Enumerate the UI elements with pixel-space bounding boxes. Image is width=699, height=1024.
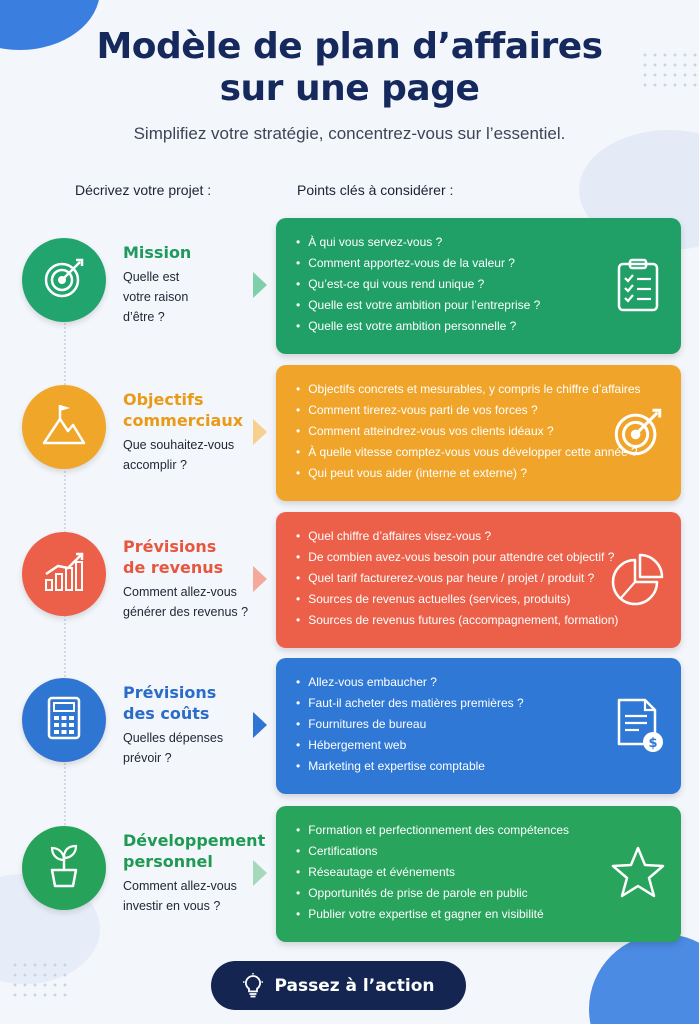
- key-point: • Formation et perfectionnement des compétences: [296, 820, 616, 841]
- section-title: [123, 830, 266, 872]
- section-icon-circle: [22, 385, 106, 469]
- section-row: [0, 365, 699, 501]
- section-description-line: prévoir ?: [123, 751, 172, 765]
- key-point: • Comment atteindrez-vous vos clients idéaux ?: [296, 421, 616, 442]
- section-arrow: [253, 860, 267, 886]
- section-card: [276, 658, 681, 794]
- svg-text:$: $: [648, 736, 658, 751]
- target-icon: [40, 254, 88, 307]
- key-point: • Objectifs concrets et mesurables, y compris le chiffre d’affaires: [296, 379, 616, 400]
- cta-button[interactable]: [211, 961, 466, 1010]
- section-title-line: Objectifs: [123, 390, 204, 409]
- section-description: [123, 728, 258, 768]
- section-card: [276, 218, 681, 354]
- section-description-line: Quelles dépenses: [123, 731, 224, 745]
- title-line-2: sur une page: [219, 68, 480, 109]
- section-description-line: Comment allez-vous: [123, 879, 237, 893]
- page-subtitle: Simplifiez votre stratégie, concentrez-vous sur l’essentiel.: [133, 124, 566, 143]
- section-row: [0, 658, 699, 794]
- section-arrow: [253, 712, 267, 738]
- section-arrow: [253, 566, 267, 592]
- section-description-line: Comment allez-vous: [123, 585, 237, 599]
- decor-blob-bottom-right: [589, 934, 699, 1024]
- invoice-icon: [609, 696, 667, 754]
- section-icon-circle: [22, 238, 106, 322]
- section-icon-circle: [22, 826, 106, 910]
- section-title-line: Prévisions: [123, 537, 217, 556]
- key-point: • Quel chiffre d’affaires visez-vous ?: [296, 526, 616, 547]
- section-arrow: [253, 419, 267, 445]
- section-description: [123, 876, 258, 916]
- key-points-list: [296, 820, 616, 925]
- section-description-line: d’être ?: [123, 310, 165, 324]
- checklist-icon: [609, 256, 667, 314]
- section-row: [0, 218, 699, 354]
- key-point: • Quel tarif facturerez-vous par heure / projet / produit ?: [296, 568, 616, 589]
- key-point: • Quelle est votre ambition personnelle ?: [296, 316, 616, 337]
- key-point: • Réseautage et événements: [296, 862, 616, 883]
- key-point: • Qu’est-ce qui vous rend unique ?: [296, 274, 616, 295]
- cta-label: Passez à l’action: [274, 975, 435, 996]
- key-points-list: [296, 526, 619, 631]
- key-point: • Comment apportez-vous de la valeur ?: [296, 253, 616, 274]
- section-row: [0, 512, 699, 648]
- key-points-list: [296, 672, 616, 777]
- section-title: [123, 389, 263, 431]
- star-icon: [609, 844, 667, 902]
- key-point: • Sources de revenus futures (accompagnement, formation): [296, 610, 616, 631]
- key-point: • Publier votre expertise et gagner en visibilité: [296, 904, 616, 925]
- section-description-line: investir en vous ?: [123, 899, 221, 913]
- key-point: • Certifications: [296, 841, 616, 862]
- section-description-line: votre raison: [123, 290, 189, 304]
- section-icon-circle: [22, 532, 106, 616]
- column-header-right: Points clés à considérer :: [297, 182, 454, 198]
- column-header-left: Décrivez votre projet :: [75, 182, 212, 198]
- key-point: • Allez-vous embaucher ?: [296, 672, 616, 693]
- section-description: [123, 582, 258, 622]
- section-title: [123, 242, 263, 263]
- section-title-line: Développement: [123, 831, 266, 850]
- section-description-line: Que souhaitez-vous: [123, 438, 235, 452]
- section-title-line: Prévisions: [123, 683, 217, 702]
- bar-chart-icon: [40, 548, 88, 601]
- pie-chart-icon: [609, 550, 667, 608]
- calculator-icon: [40, 694, 88, 747]
- section-title-line: personnel: [123, 852, 213, 871]
- section-description-line: accomplir ?: [123, 458, 187, 472]
- key-point: • À quelle vitesse comptez-vous vous développer cette année ?: [296, 442, 616, 463]
- page-title: [0, 26, 699, 110]
- key-points-list: [296, 379, 641, 484]
- mountain-flag-icon: [40, 401, 88, 454]
- section-arrow: [253, 272, 267, 298]
- key-point: • Fournitures de bureau: [296, 714, 616, 735]
- section-card: [276, 512, 681, 648]
- key-point: • De combien avez-vous besoin pour attendre cet objectif ?: [296, 547, 616, 568]
- key-point: • Sources de revenus actuelles (services, produits): [296, 589, 616, 610]
- section-description-line: Quelle est: [123, 270, 180, 284]
- decor-dots: [10, 960, 70, 1000]
- section-title-line: des coûts: [123, 704, 210, 723]
- section-card: [276, 806, 681, 942]
- key-point: • Opportunités de prise de parole en public: [296, 883, 616, 904]
- key-point: • Quelle est votre ambition pour l’entreprise ?: [296, 295, 616, 316]
- lightbulb-icon: [242, 973, 264, 999]
- section-description-line: générer des revenus ?: [123, 605, 249, 619]
- key-point: • Comment tirerez-vous parti de vos forces ?: [296, 400, 616, 421]
- section-title: [123, 682, 263, 724]
- section-title-line: Mission: [123, 243, 192, 262]
- title-line-1: Modèle de plan d’affaires: [96, 26, 603, 67]
- key-points-list: [296, 232, 616, 337]
- plant-icon: [40, 842, 88, 895]
- section-row: [0, 806, 699, 942]
- section-description: [123, 267, 258, 327]
- section-title: [123, 536, 263, 578]
- key-point: • Hébergement web: [296, 735, 616, 756]
- target-icon: [609, 403, 667, 461]
- key-point: • À qui vous servez-vous ?: [296, 232, 616, 253]
- key-point: • Marketing et expertise comptable: [296, 756, 616, 777]
- key-point: • Qui peut vous aider (interne et externe) ?: [296, 463, 616, 484]
- section-title-line: de revenus: [123, 558, 224, 577]
- key-point: • Faut-il acheter des matières premières ?: [296, 693, 616, 714]
- section-title-line: commerciaux: [123, 411, 244, 430]
- section-description: [123, 435, 258, 475]
- section-icon-circle: [22, 678, 106, 762]
- section-card: [276, 365, 681, 501]
